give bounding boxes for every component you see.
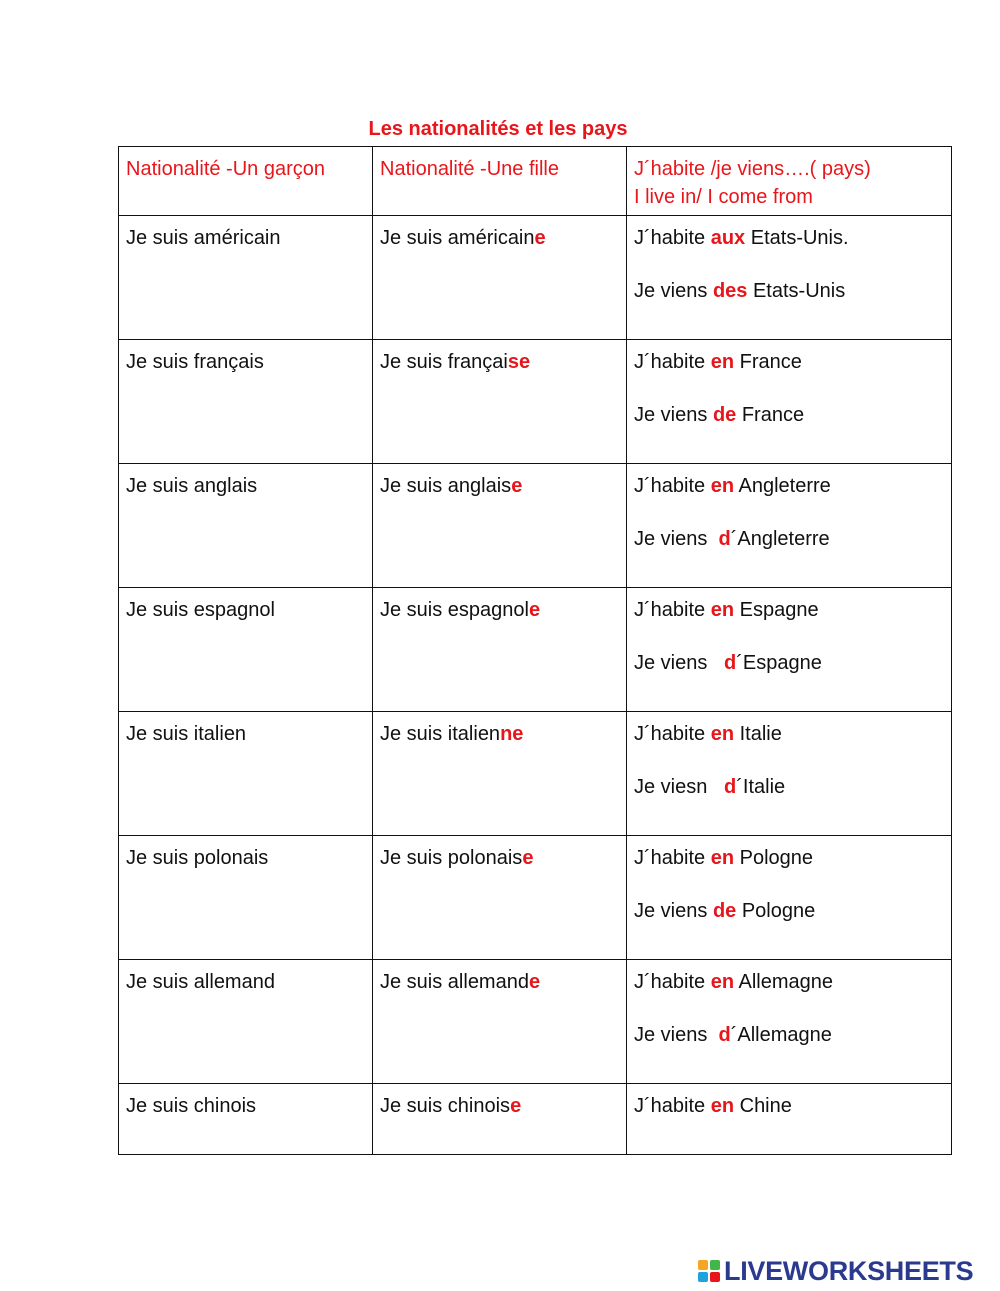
- girl-nationality-stem: Je suis espagnol: [380, 599, 529, 621]
- girl-feminine-ending: e: [528, 971, 541, 993]
- live-country: Etats-Unis.: [745, 227, 849, 249]
- live-prefix: J´habite: [634, 971, 711, 993]
- boy-nationality-cell: [119, 464, 373, 588]
- page-title: Les nationalités et les pays: [368, 118, 628, 140]
- come-preposition: d: [718, 528, 731, 550]
- live-preposition: en: [710, 599, 735, 621]
- country-cell: [627, 1084, 952, 1155]
- nationalities-table: [118, 146, 952, 1155]
- come-preposition: de: [712, 404, 737, 426]
- come-sentence: [634, 401, 944, 429]
- come-country: Pologne: [736, 900, 816, 922]
- table-row: [119, 960, 952, 1084]
- country-cell: [627, 960, 952, 1084]
- table-row: [119, 712, 952, 836]
- live-sentence: [634, 720, 944, 748]
- girl-feminine-ending: e: [511, 475, 523, 497]
- come-sentence: [634, 525, 944, 553]
- live-country: Espagne: [734, 599, 819, 621]
- live-preposition: en: [710, 351, 735, 373]
- come-prefix: Je viens: [634, 280, 713, 302]
- girl-nationality-cell: [373, 588, 627, 712]
- boy-nationality: Je suis italien: [126, 723, 247, 745]
- country-cell: [627, 712, 952, 836]
- live-preposition: en: [710, 971, 735, 993]
- country-cell: [627, 464, 952, 588]
- come-prefix: Je viens: [634, 528, 719, 550]
- girl-nationality-cell: [373, 216, 627, 340]
- live-prefix: J´habite: [634, 227, 711, 249]
- come-sentence: [634, 773, 944, 801]
- girl-nationality-cell: [373, 340, 627, 464]
- girl-nationality-cell: [373, 712, 627, 836]
- header-country-line2: I live in/ I come from: [634, 186, 813, 208]
- live-country: Chine: [734, 1095, 792, 1117]
- girl-feminine-ending: e: [534, 227, 546, 249]
- come-preposition: d: [724, 652, 737, 674]
- boy-nationality: Je suis allemand: [126, 971, 275, 993]
- girl-feminine-ending: ne: [500, 723, 524, 745]
- table-row: [119, 836, 952, 960]
- girl-nationality-stem: Je suis françai: [380, 351, 508, 373]
- boy-nationality: Je suis polonais: [126, 847, 269, 869]
- come-preposition: d: [718, 1024, 731, 1046]
- come-sentence: [634, 649, 944, 677]
- boy-nationality: Je suis français: [126, 351, 264, 373]
- live-country: Pologne: [734, 847, 814, 869]
- table-row: [119, 216, 952, 340]
- live-sentence: [634, 472, 944, 500]
- come-country: Etats-Unis: [747, 280, 846, 302]
- come-sentence: [634, 1021, 944, 1049]
- country-cell: [627, 340, 952, 464]
- header-girl: Nationalité -Une fille: [373, 147, 627, 216]
- header-country: [627, 147, 952, 216]
- come-prefix: Je viens: [634, 900, 713, 922]
- boy-nationality-cell: [119, 216, 373, 340]
- come-prefix: Je viens: [634, 1024, 719, 1046]
- header-boy: Nationalité -Un garçon: [119, 147, 373, 216]
- girl-nationality-stem: Je suis italien: [380, 723, 501, 745]
- table-row: [119, 1084, 952, 1155]
- come-preposition: de: [712, 900, 737, 922]
- country-cell: [627, 588, 952, 712]
- liveworksheets-logo: [698, 1254, 973, 1288]
- girl-feminine-ending: e: [528, 599, 541, 621]
- come-country: ´Espagne: [736, 652, 822, 674]
- boy-nationality-cell: [119, 836, 373, 960]
- country-cell: [627, 216, 952, 340]
- live-sentence: [634, 348, 944, 376]
- live-preposition: aux: [710, 227, 746, 249]
- boy-nationality-cell: [119, 588, 373, 712]
- logo-text: LIVEWORKSHEETS: [724, 1255, 974, 1286]
- live-prefix: J´habite: [634, 351, 711, 373]
- live-prefix: J´habite: [634, 1095, 711, 1117]
- come-prefix: Je viens: [634, 652, 725, 674]
- live-sentence: [634, 1092, 944, 1120]
- live-country: Italie: [734, 723, 782, 745]
- liveworksheets-logo-icon: [698, 1260, 720, 1282]
- boy-nationality-cell: [119, 712, 373, 836]
- girl-nationality-cell: [373, 1084, 627, 1155]
- table-row: [119, 588, 952, 712]
- table-row: [119, 464, 952, 588]
- girl-nationality-stem: Je suis polonais: [380, 847, 523, 869]
- table-row: [119, 340, 952, 464]
- come-sentence: [634, 277, 944, 305]
- boy-nationality: Je suis anglais: [126, 475, 258, 497]
- girl-nationality-stem: Je suis anglais: [380, 475, 512, 497]
- live-preposition: en: [710, 723, 735, 745]
- boy-nationality-cell: [119, 1084, 373, 1155]
- come-sentence: [634, 897, 944, 925]
- live-preposition: en: [710, 847, 735, 869]
- boy-nationality-cell: [119, 340, 373, 464]
- live-sentence: [634, 224, 944, 252]
- live-prefix: J´habite: [634, 599, 711, 621]
- come-prefix: Je viesn: [634, 776, 725, 798]
- come-prefix: Je viens: [634, 404, 713, 426]
- boy-nationality: Je suis chinois: [126, 1095, 257, 1117]
- come-preposition: d: [724, 776, 737, 798]
- live-sentence: [634, 596, 944, 624]
- girl-nationality-cell: [373, 836, 627, 960]
- boy-nationality: Je suis espagnol: [126, 599, 275, 621]
- live-country: Angleterre: [734, 475, 831, 497]
- country-cell: [627, 836, 952, 960]
- girl-nationality-stem: Je suis chinois: [380, 1095, 511, 1117]
- live-country: Allemagne: [734, 971, 834, 993]
- come-preposition: des: [712, 280, 748, 302]
- boy-nationality: Je suis américain: [126, 227, 281, 249]
- live-country: France: [734, 351, 802, 373]
- come-country: France: [736, 404, 805, 426]
- live-preposition: en: [710, 1095, 735, 1117]
- table-header-row: [119, 147, 952, 216]
- header-country-line1: J´habite /je viens….( pays): [634, 158, 871, 180]
- boy-nationality-cell: [119, 960, 373, 1084]
- come-country: ´Italie: [736, 776, 786, 798]
- girl-nationality-stem: Je suis allemand: [380, 971, 529, 993]
- come-country: ´Angleterre: [730, 528, 830, 550]
- live-prefix: J´habite: [634, 847, 711, 869]
- girl-feminine-ending: e: [522, 847, 534, 869]
- live-prefix: J´habite: [634, 723, 711, 745]
- live-preposition: en: [710, 475, 735, 497]
- live-prefix: J´habite: [634, 475, 711, 497]
- girl-nationality-stem: Je suis américain: [380, 227, 535, 249]
- come-country: ´Allemagne: [730, 1024, 832, 1046]
- live-sentence: [634, 968, 944, 996]
- girl-nationality-cell: [373, 960, 627, 1084]
- live-sentence: [634, 844, 944, 872]
- girl-feminine-ending: se: [507, 351, 531, 373]
- girl-nationality-cell: [373, 464, 627, 588]
- girl-feminine-ending: e: [510, 1095, 522, 1117]
